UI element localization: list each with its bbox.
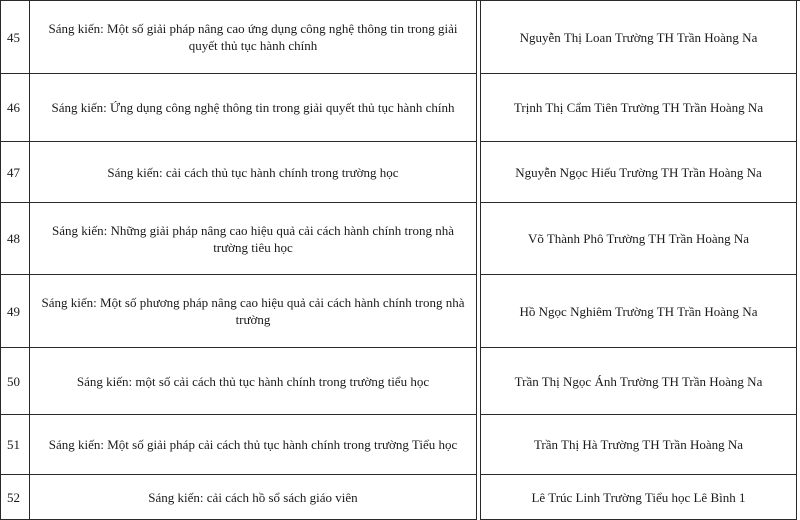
right-edge xyxy=(797,475,800,520)
right-edge xyxy=(797,74,800,142)
initiative-title: Sáng kiến: Một số phương pháp nâng cao hiệu quả cải cách hành chính trong nhà trường xyxy=(30,275,477,348)
right-edge xyxy=(797,348,800,415)
table-row xyxy=(1,142,800,203)
row-number: 48 xyxy=(1,203,30,275)
table-row xyxy=(1,475,800,520)
right-edge xyxy=(797,203,800,275)
author-school: Nguyễn Thị Loan Trường TH Trần Hoàng Na xyxy=(481,1,797,74)
right-edge xyxy=(797,142,800,203)
table-row xyxy=(1,275,800,348)
table-row xyxy=(1,74,800,142)
author-school: Trần Thị Ngọc Ánh Trường TH Trần Hoàng Na xyxy=(481,348,797,415)
right-edge xyxy=(797,1,800,74)
initiative-title: Sáng kiến: Những giải pháp nâng cao hiệu quả cải cách hành chính trong nhà trường tiêu học xyxy=(30,203,477,275)
table-row xyxy=(1,415,800,475)
table-row xyxy=(1,203,800,275)
initiative-title: Sáng kiến: Một số giải pháp cải cách thủ tục hành chính trong trường Tiểu học xyxy=(30,415,477,475)
author-school: Lê Trúc Linh Trường Tiểu học Lê Bình 1 xyxy=(481,475,797,520)
table-row xyxy=(1,1,800,74)
author-school: Nguyễn Ngọc Hiếu Trường TH Trần Hoàng Na xyxy=(481,142,797,203)
row-number: 51 xyxy=(1,415,30,475)
right-edge xyxy=(797,415,800,475)
right-edge xyxy=(797,275,800,348)
row-number: 46 xyxy=(1,74,30,142)
initiative-title: Sáng kiến: Một số giải pháp nâng cao ứng dụng công nghệ thông tin trong giải quyết thủ tục hành chính xyxy=(30,1,477,74)
initiative-title: Sáng kiến: Ứng dụng công nghệ thông tin trong giải quyết thủ tục hành chính xyxy=(30,74,477,142)
initiative-title: Sáng kiến: cải cách thủ tục hành chính trong trường học xyxy=(30,142,477,203)
author-school: Hồ Ngọc Nghiêm Trường TH Trần Hoàng Na xyxy=(481,275,797,348)
row-number: 52 xyxy=(1,475,30,520)
initiative-title: Sáng kiến: một số cải cách thủ tục hành chính trong trường tiểu học xyxy=(30,348,477,415)
row-number: 50 xyxy=(1,348,30,415)
row-number: 49 xyxy=(1,275,30,348)
author-school: Võ Thành Phô Trường TH Trần Hoàng Na xyxy=(481,203,797,275)
table-row xyxy=(1,348,800,415)
row-number: 47 xyxy=(1,142,30,203)
initiative-title: Sáng kiến: cải cách hồ sổ sách giáo viên xyxy=(30,475,477,520)
author-school: Trịnh Thị Cẩm Tiên Trường TH Trần Hoàng Na xyxy=(481,74,797,142)
row-number: 45 xyxy=(1,1,30,74)
author-school: Trần Thị Hà Trường TH Trần Hoàng Na xyxy=(481,415,797,475)
